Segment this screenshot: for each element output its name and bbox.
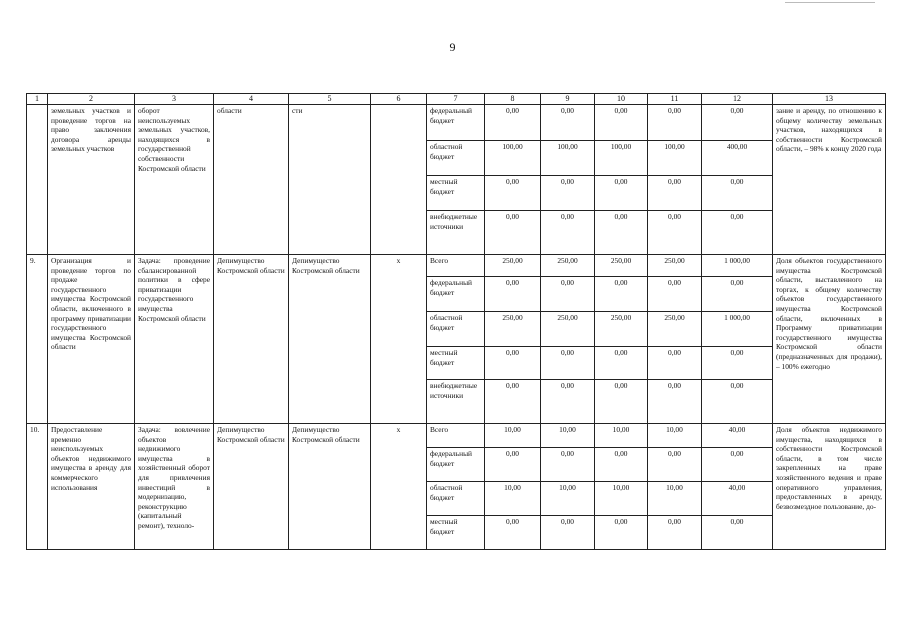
column-number: 10 [595, 94, 648, 105]
executor-cell: области [214, 105, 289, 255]
column-number-row [27, 94, 886, 105]
funding-source-label: местный бюджет [427, 347, 485, 380]
column-number: 3 [135, 94, 214, 105]
amount-cell: 0,00 [595, 176, 648, 211]
amount-cell: 0,00 [485, 448, 541, 482]
column-number: 8 [485, 94, 541, 105]
coexecutor-cell: сти [289, 105, 371, 255]
amount-cell: 100,00 [595, 141, 648, 176]
total-amount-cell: 0,00 [702, 277, 773, 312]
funding-source-label: внебюджетные источники [427, 380, 485, 424]
amount-cell: 0,00 [595, 211, 648, 255]
total-amount-cell: 400,00 [702, 141, 773, 176]
column-number: 11 [648, 94, 702, 105]
measure-name-cell: земельных участков и проведение торгов на право заключения договора аренды земельных участков [48, 105, 135, 255]
amount-cell: 0,00 [648, 211, 702, 255]
amount-cell: 10,00 [485, 424, 541, 448]
column-number: 7 [427, 94, 485, 105]
amount-cell: 10,00 [595, 424, 648, 448]
total-amount-cell: 0,00 [702, 347, 773, 380]
amount-cell: 250,00 [595, 312, 648, 347]
amount-cell: 0,00 [541, 380, 595, 424]
funding-source-label: федеральный бюджет [427, 105, 485, 141]
indicator-cell: Доля объектов недвижимого имущества, находящихся в собственности Костромской области, в том числе закрепленных на праве хозяйственного ведения и праве оперативного управления, предоставленных в аренду, безвозмездное пользование, до- [773, 424, 886, 550]
coexecutor-cell: Депимущество Костромской области [289, 424, 371, 550]
amount-cell: 10,00 [541, 424, 595, 448]
funding-source-label: федеральный бюджет [427, 448, 485, 482]
amount-cell: 0,00 [541, 176, 595, 211]
amount-cell: 100,00 [485, 141, 541, 176]
amount-cell: 0,00 [541, 211, 595, 255]
amount-cell: 10,00 [485, 482, 541, 516]
measure-name-cell: Организация и проведение торгов по продаже государственного имущества Костромской области, включенного в программу приватизации государственного имущества Костромской области [48, 255, 135, 424]
item-number-cell [27, 105, 48, 255]
executor-cell: Депимущество Костромской области [214, 255, 289, 424]
funding-source-label: внебюджетные источники [427, 211, 485, 255]
coexecutor-cell: Депимущество Костромской области [289, 255, 371, 424]
amount-cell: 0,00 [485, 380, 541, 424]
amount-cell: 100,00 [541, 141, 595, 176]
amount-cell: 0,00 [541, 448, 595, 482]
code-cell: х [371, 255, 427, 424]
total-amount-cell: 40,00 [702, 424, 773, 448]
funding-source-label: областной бюджет [427, 312, 485, 347]
funding-source-label: областной бюджет [427, 141, 485, 176]
code-cell: х [371, 424, 427, 550]
amount-cell: 250,00 [485, 255, 541, 277]
total-amount-cell: 0,00 [702, 176, 773, 211]
amount-cell: 0,00 [541, 516, 595, 550]
column-number: 9 [541, 94, 595, 105]
column-number: 6 [371, 94, 427, 105]
amount-cell: 0,00 [595, 380, 648, 424]
indicator-cell: Доля объектов государственного имущества Костромской области, выставленного на торгах, к общему количеству объектов государственного имущества Костромской области, включенных в Программу приватизации государственного имущества Костромской области (предназначенных для продажи), – 100% ежегодно [773, 255, 886, 424]
table-row [27, 424, 886, 448]
amount-cell: 250,00 [595, 255, 648, 277]
column-number: 2 [48, 94, 135, 105]
amount-cell: 0,00 [648, 277, 702, 312]
total-amount-cell: 0,00 [702, 105, 773, 141]
column-number: 12 [702, 94, 773, 105]
column-number: 13 [773, 94, 886, 105]
amount-cell: 0,00 [648, 448, 702, 482]
funding-source-label: областной бюджет [427, 482, 485, 516]
total-amount-cell: 40,00 [702, 482, 773, 516]
amount-cell: 0,00 [648, 176, 702, 211]
amount-cell: 0,00 [648, 516, 702, 550]
column-number: 5 [289, 94, 371, 105]
task-cell: Задача: вовлечение объектов недвижимого имущества в хозяйственный оборот для привлечения инвестиций в модернизацию, реконструкцию (капитальный ремонт), техноло- [135, 424, 214, 550]
amount-cell: 0,00 [595, 105, 648, 141]
indicator-cell: зание и аренду, по отношению к общему количеству земельных участков, находящихся в собственности Костромской области, – 98% к концу 2020 года [773, 105, 886, 255]
top-edge-mark [785, 2, 875, 3]
amount-cell: 0,00 [485, 277, 541, 312]
amount-cell: 0,00 [648, 380, 702, 424]
amount-cell: 0,00 [485, 347, 541, 380]
amount-cell: 0,00 [541, 277, 595, 312]
amount-cell: 0,00 [595, 516, 648, 550]
task-cell: оборот неиспользуемых земельных участков, находящихся в государственной собственности Костромской области [135, 105, 214, 255]
amount-cell: 0,00 [541, 347, 595, 380]
amount-cell: 250,00 [541, 312, 595, 347]
funding-source-label: местный бюджет [427, 176, 485, 211]
amount-cell: 10,00 [595, 482, 648, 516]
total-amount-cell: 0,00 [702, 516, 773, 550]
amount-cell: 0,00 [648, 347, 702, 380]
total-amount-cell: 1 000,00 [702, 255, 773, 277]
table-row [27, 255, 886, 277]
page-number: 9 [449, 40, 456, 54]
amount-cell: 0,00 [595, 277, 648, 312]
amount-cell: 0,00 [648, 105, 702, 141]
total-amount-cell: 0,00 [702, 380, 773, 424]
total-amount-cell: 0,00 [702, 211, 773, 255]
column-number: 1 [27, 94, 48, 105]
amount-cell: 250,00 [648, 312, 702, 347]
amount-cell: 0,00 [595, 448, 648, 482]
program-table [26, 93, 886, 550]
amount-cell: 250,00 [648, 255, 702, 277]
amount-cell: 10,00 [648, 424, 702, 448]
funding-source-label: Всего [427, 255, 485, 277]
item-number-cell: 9. [27, 255, 48, 424]
funding-source-label: местный бюджет [427, 516, 485, 550]
executor-cell: Депимущество Костромской области [214, 424, 289, 550]
measure-name-cell: Предоставление временно неиспользуемых объектов недвижимого имущества в аренду для коммерческого использования [48, 424, 135, 550]
amount-cell: 10,00 [541, 482, 595, 516]
task-cell: Задача: проведение сбалансированной политики в сфере приватизации государственного имущества Костромской области [135, 255, 214, 424]
amount-cell: 0,00 [485, 211, 541, 255]
amount-cell: 250,00 [485, 312, 541, 347]
amount-cell: 0,00 [595, 347, 648, 380]
funding-source-label: федеральный бюджет [427, 277, 485, 312]
amount-cell: 0,00 [541, 105, 595, 141]
amount-cell: 0,00 [485, 105, 541, 141]
code-cell [371, 105, 427, 255]
amount-cell: 100,00 [648, 141, 702, 176]
amount-cell: 0,00 [485, 176, 541, 211]
table-row [27, 105, 886, 141]
column-number: 4 [214, 94, 289, 105]
amount-cell: 0,00 [485, 516, 541, 550]
funding-source-label: Всего [427, 424, 485, 448]
total-amount-cell: 0,00 [702, 448, 773, 482]
amount-cell: 250,00 [541, 255, 595, 277]
total-amount-cell: 1 000,00 [702, 312, 773, 347]
item-number-cell: 10. [27, 424, 48, 550]
amount-cell: 10,00 [648, 482, 702, 516]
